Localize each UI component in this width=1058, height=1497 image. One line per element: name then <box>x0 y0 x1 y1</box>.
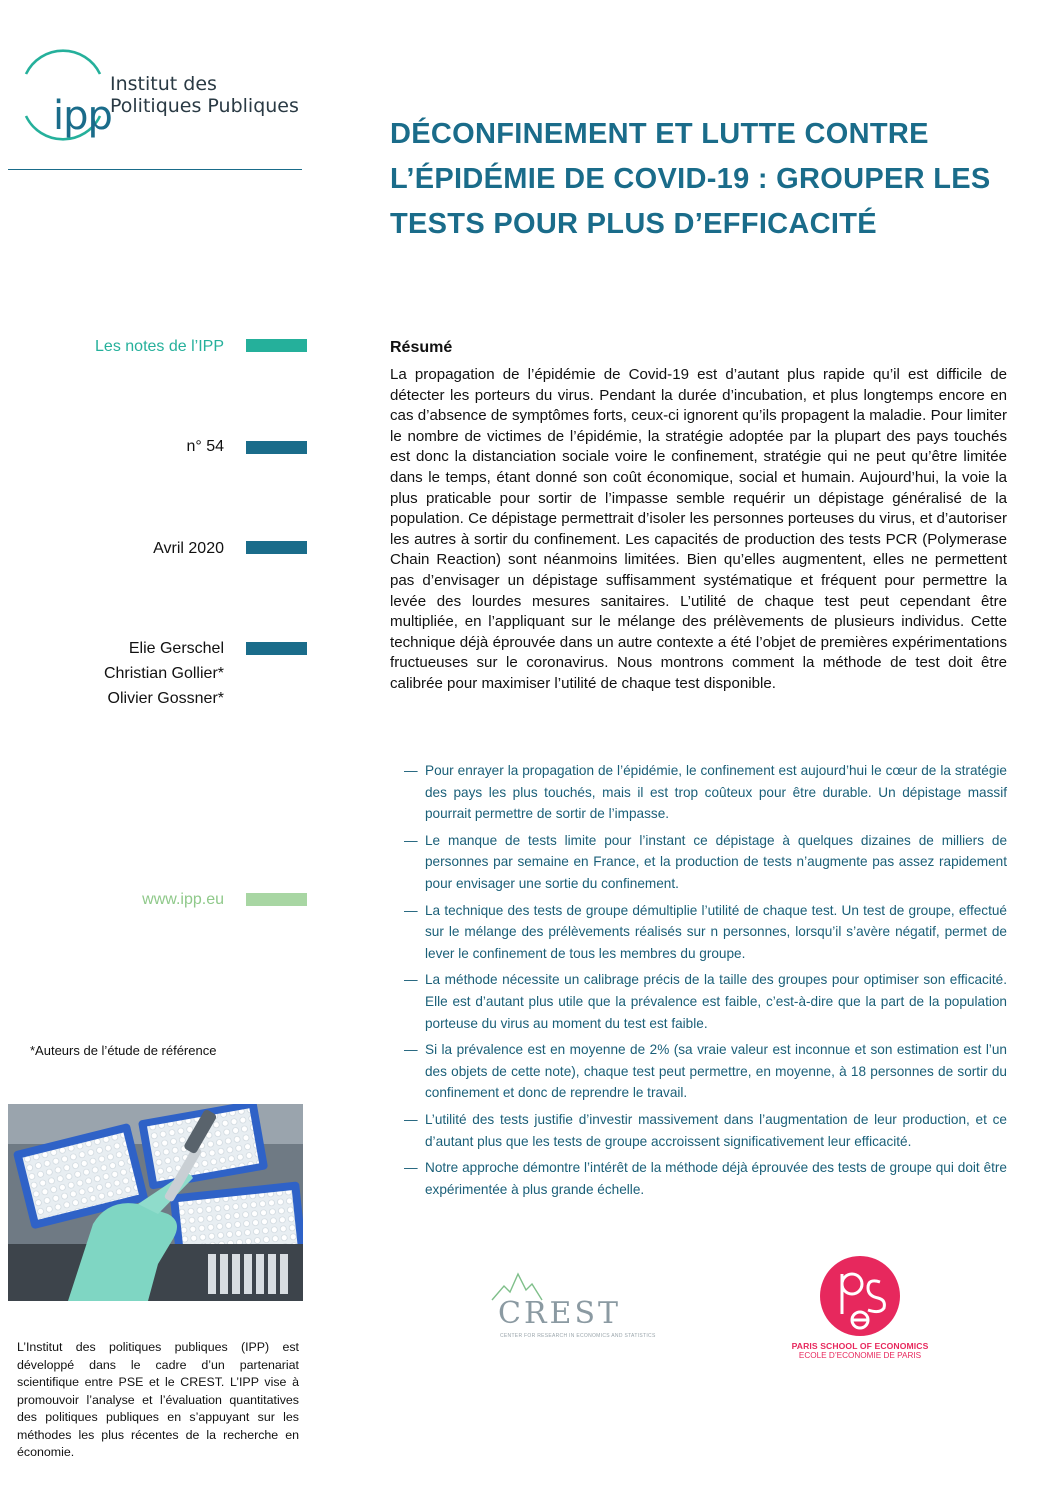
website-bar <box>246 893 307 906</box>
key-points-list <box>404 760 1007 1205</box>
logo-line-2: Politiques Publiques <box>110 95 299 117</box>
series-bar <box>246 339 307 352</box>
dash-marker: — <box>404 902 418 918</box>
note-number: n° 54 <box>186 438 224 455</box>
dash-marker: — <box>404 1042 418 1058</box>
key-point-text: L’utilité des tests justifie d’investir massivement dans l’augmentation de leur production, et ce d’autant plus que les tests de groupe accroissent significativement leur efficacité. <box>425 1111 1007 1149</box>
lab-photo <box>8 1104 303 1301</box>
dash-marker: — <box>404 1111 418 1127</box>
key-point <box>404 969 1007 1034</box>
summary-text: La propagation de l’épidémie de Covid-19 est d’autant plus rapide qu’il est difficile de détecter les porteurs du virus. Pendant la durée d’incubation, et plus longtemps encore en cas d’absence de symptômes forts, ceux-ci ignorent qu’ils propagent la maladie. Pour limiter le nombre de victimes de l’épidémie, la stratégie adoptée par la plupart des pays touchés est donc la distanciation sociale voire le confinement, stratégie qui ne peut qu’être limitée dans le temps, étant donné son coût économique, social et humain. Aujourd’hui, la voie la plus praticable pour sortir de l’impasse semble requérir un dépistage généralisé de la population. Ce dépistage permettrait d’isoler les personnes porteuses du virus, et d’autoriser les autres à sortir du confinement. Les capacités de production des tests PCR (Polymerase Chain Reaction) sont néanmoins limitées. Bien qu’elles augmentent, elles ne permettent pas d’envisager un dépistage suffisamment systématique et fréquent pour permettre la levée des lourdes mesures sanitaires. L’utilité de chaque test peut cependant être multipliée, en l’appliquant sur le mélange des prélèvements de plusieurs individus. Cette technique déjà éprouvée dans un autre contexte a été l’objet de premières expérimentations fructueuses sur le coronavirus. Nous montrons comment la méthode de test doit être calibrée pour maximiser l’utilité de chaque test disponible. <box>390 366 1007 692</box>
number-bar <box>246 441 307 454</box>
crest-subtitle: CENTER FOR RESEARCH IN ECONOMICS AND STATISTICS <box>500 1333 656 1339</box>
dash-marker: — <box>404 832 418 848</box>
key-point <box>404 760 1007 825</box>
key-point <box>404 1039 1007 1104</box>
key-point <box>404 1109 1007 1152</box>
header-divider <box>8 169 302 170</box>
key-point-text: Le manque de tests limite pour l’instant ce dépistage à quelques dizaines de milliers de personnes par semaine en France, et la production de tests n’augmente pas assez rapidement pour envisager une sortie du confinement. <box>425 832 1007 891</box>
title-line: DÉCONFINEMENT ET LUTTE CONTRE <box>390 118 929 150</box>
logo-mark: ipp <box>53 93 112 139</box>
ipp-logo <box>22 44 312 144</box>
authors-list <box>104 636 224 711</box>
lab-photo-illustration <box>8 1104 303 1301</box>
key-point <box>404 900 1007 965</box>
key-point-text: Si la prévalence est en moyenne de 2% (sa vraie valeur est inconnue et son estimation est l’un des objets de cette note), chaque test peut permettre, en moyenne, à 18 personnes de sortir du confinement et donc de reprendre le travail. <box>425 1042 1007 1101</box>
dash-marker: — <box>404 972 418 988</box>
dash-marker: — <box>404 1160 418 1176</box>
title-line: L’ÉPIDÉMIE DE COVID-19 : GROUPER LES <box>390 163 991 195</box>
pse-logo <box>780 1252 940 1362</box>
publication-date: Avril 2020 <box>153 540 224 557</box>
pse-name-english: PARIS SCHOOL OF ECONOMICS <box>791 1341 929 1351</box>
author-name: Olivier Gossner* <box>107 690 224 707</box>
key-point <box>404 1157 1007 1200</box>
key-point-text: La technique des tests de groupe démultiplie l’utilité de chaque test. Un test de groupe, effectué sur le mélange des prélèvements réalisés sur n personnes, lorsqu’il s’avère négatif, permet de lever le confinement de tous les membres du groupe. <box>425 902 1007 961</box>
series-name: Les notes de l’IPP <box>95 338 224 355</box>
page-title <box>390 112 1030 247</box>
authors-bar <box>246 642 307 655</box>
summary-heading: Résumé <box>390 339 453 356</box>
key-point-text: Notre approche démontre l’intérêt de la méthode déjà éprouvée des tests de groupe qui doit être expérimentée à plus grande échelle. <box>425 1160 1007 1197</box>
key-point-text: La méthode nécessite un calibrage précis de la taille des groupes pour optimiser son efficacité. Elle est d’autant plus utile que la prévalence est faible, c’est-à-dire que la part de la population porteuse du virus au moment du test est faible. <box>425 972 1007 1031</box>
author-name: Christian Gollier* <box>103 665 224 682</box>
author-name: Elie Gerschel <box>128 640 224 657</box>
pse-emblem-icon <box>780 1252 940 1342</box>
website-link[interactable]: www.ipp.eu <box>142 891 224 908</box>
pse-name-french: ECOLE D’ECONOMIE DE PARIS <box>798 1351 922 1360</box>
date-bar <box>246 541 307 554</box>
key-point-text: Pour enrayer la propagation de l’épidémie, le confinement est aujourd’hui le cœur de la stratégie des pays les plus touchés, mais il est trop coûteux pour être durable. Un dépistage massif pourrait permettre de sortir de l’impasse. <box>425 763 1007 822</box>
crest-wordmark: CREST <box>498 1296 622 1331</box>
institute-description: L’Institut des politiques publiques (IPP) est développé dans le cadre d’un partenariat scientifique entre PSE et le CREST. L’IPP vise à promouvoir l’analyse et l’évaluation quantitatives des politiques publiques en s’appuyant sur les méthodes les plus récentes de la recherche en économie. <box>17 1340 299 1459</box>
crest-logo <box>482 1272 656 1344</box>
title-line: TESTS POUR PLUS D’EFFICACITÉ <box>390 208 877 240</box>
key-point <box>404 830 1007 895</box>
reference-footnote: *Auteurs de l’étude de référence <box>30 1043 217 1058</box>
dash-marker: — <box>404 763 418 778</box>
logo-line-1: Institut des <box>110 73 217 95</box>
